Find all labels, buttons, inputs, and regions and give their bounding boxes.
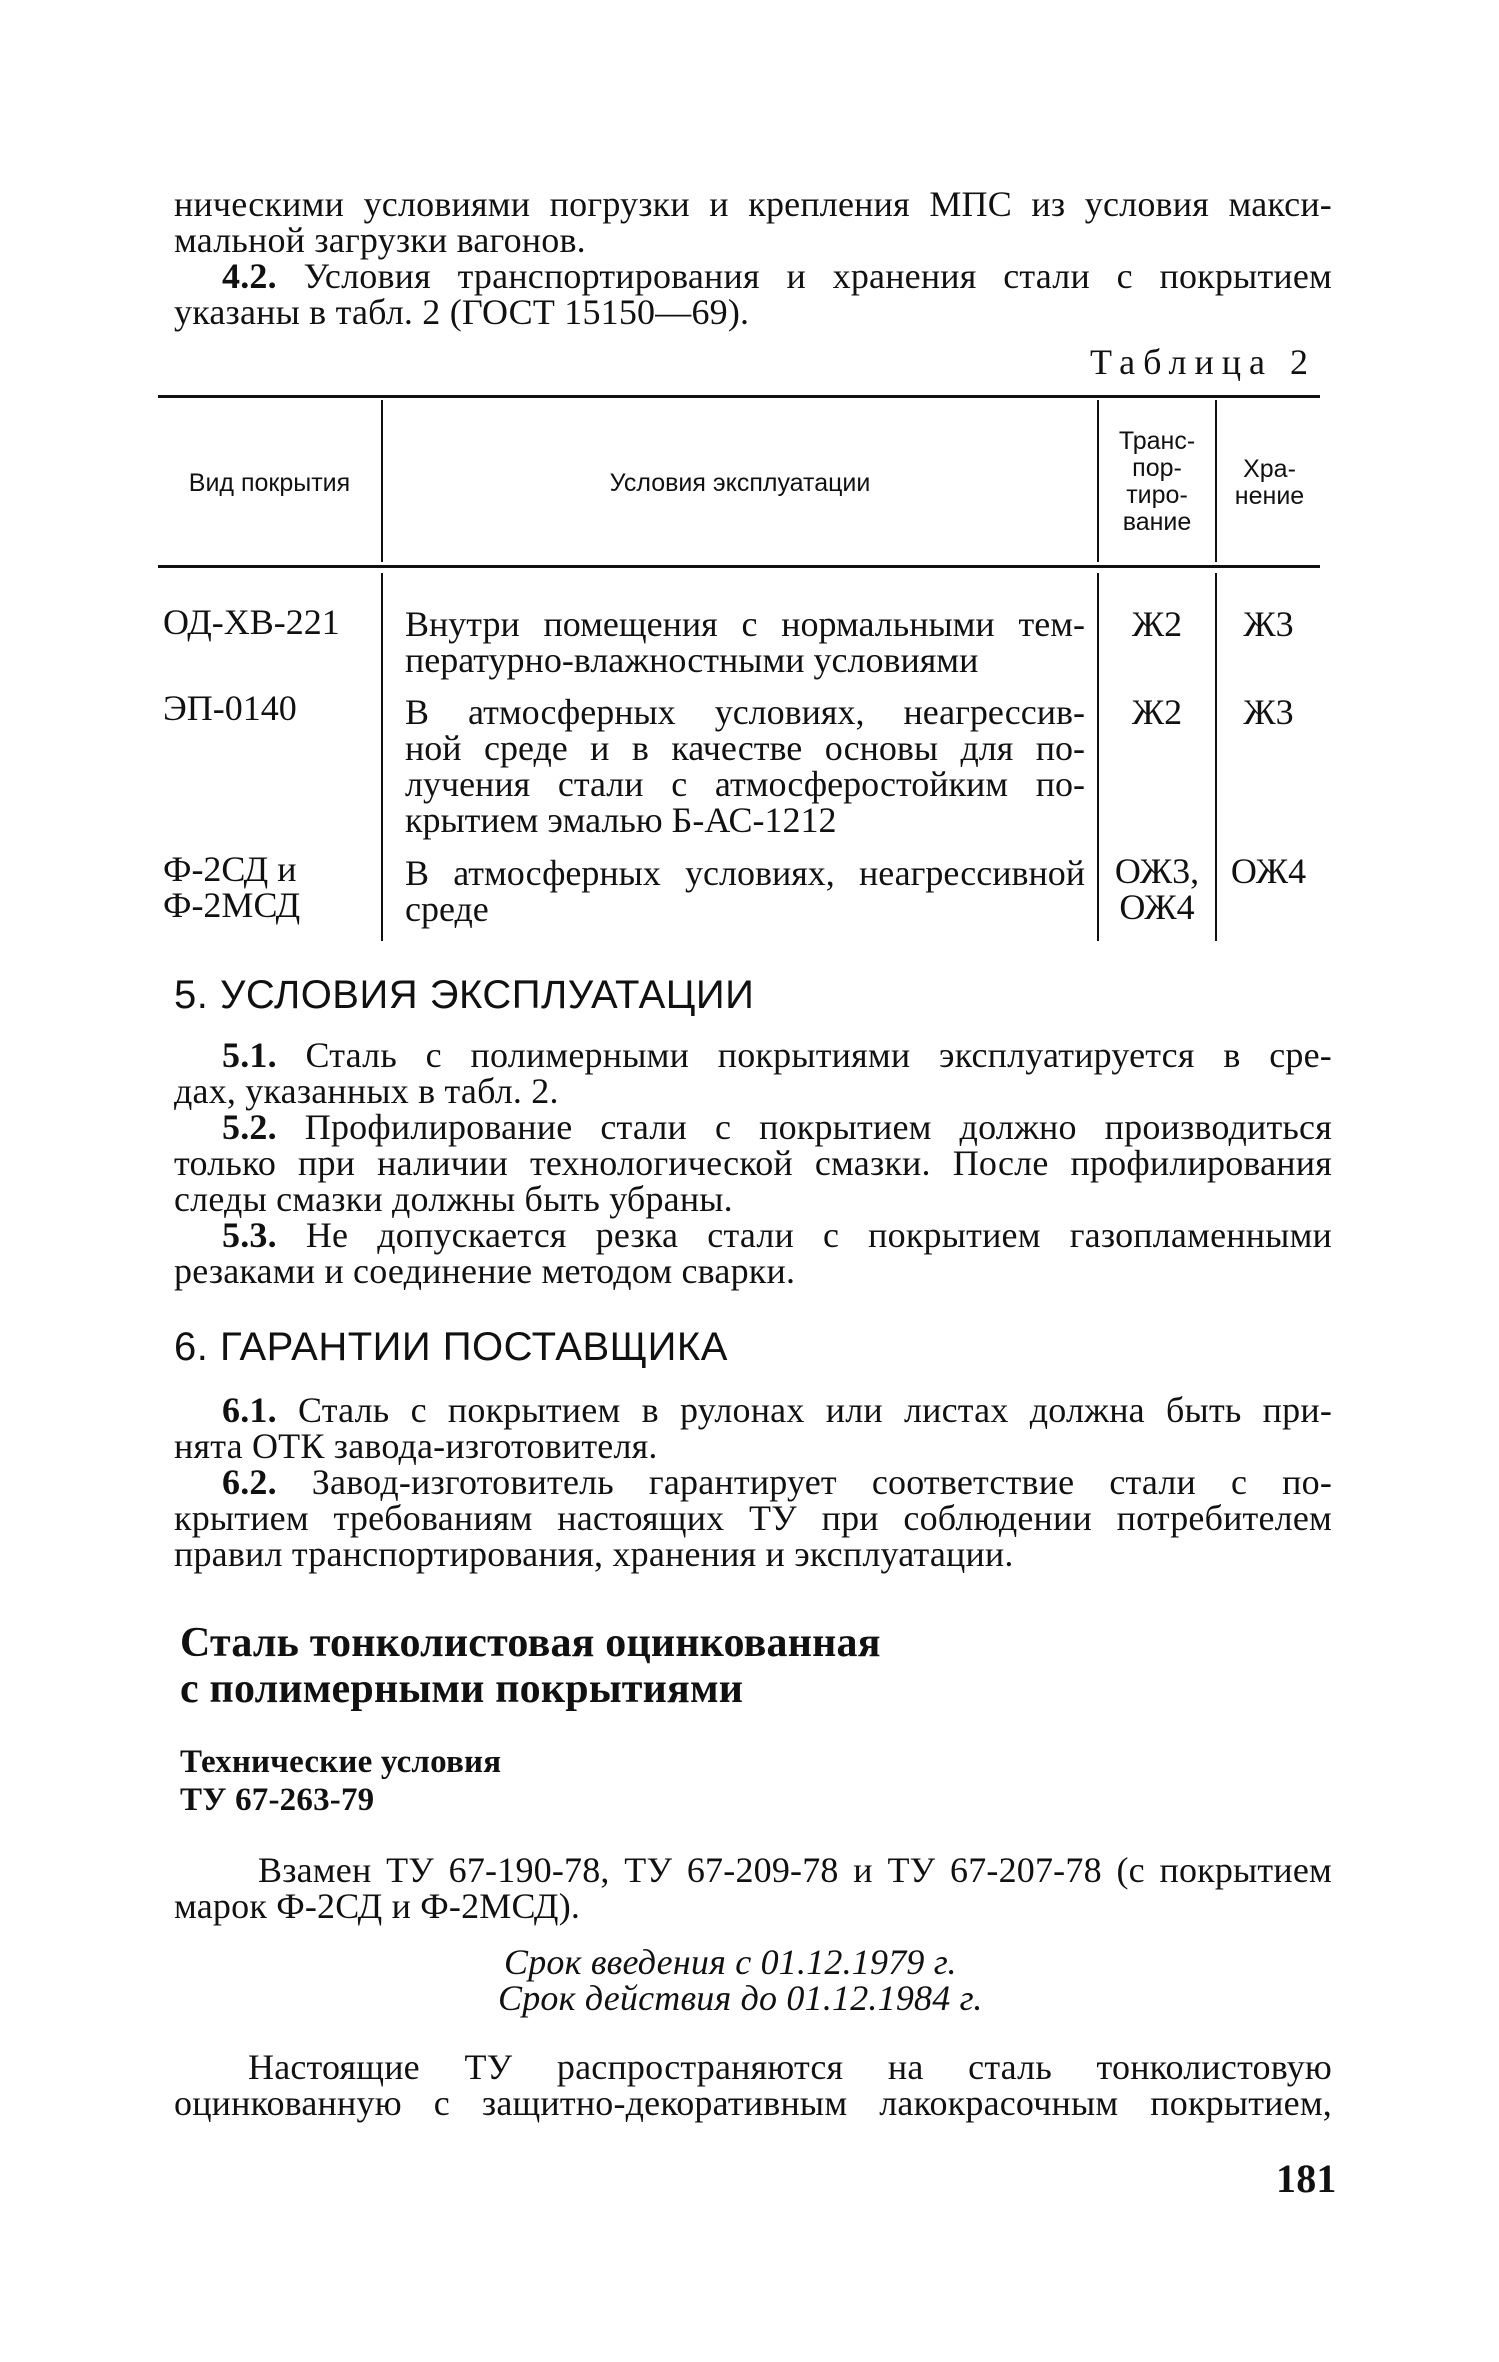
paragraph-5-1-line-1 [222, 1037, 1332, 1074]
table-row-2-transport: Ж2 [1131, 692, 1183, 732]
table-row-3-storage: ОЖ4 [1230, 851, 1307, 891]
table-header-rule [158, 565, 1320, 568]
document-title-line-2: с полимерными покрытиями [180, 1666, 744, 1712]
paragraph-6-1-line-2: нята ОТК завода-изготовителя. [174, 1426, 658, 1466]
paragraph-5-3-line-1 [222, 1217, 1332, 1254]
paragraph-4-2-number: 4.2. [222, 256, 277, 296]
document-subtitle-code: ТУ 67-263-79 [180, 1782, 375, 1818]
intro-line-1: ническими условиями погрузки и крепления МПС из условия макси- [174, 184, 1332, 224]
table-row-3-coating-line: Ф-2МСД [163, 885, 301, 925]
paragraph-6-2-line-3: правил транспортирования, хранения и эксплуатации. [174, 1534, 1014, 1574]
table-row-2-conditions-line: ной среде и в качестве основы для по- [405, 728, 1085, 768]
validity-date: Срок действия до 01.12.1984 г. [498, 1978, 983, 2018]
table-row-3-transport-line: ОЖ4 [1119, 887, 1195, 927]
replaces-line-2: марок Ф-2СД и Ф-2МСД). [174, 1886, 581, 1926]
table-row-1-coating: ОД-ХВ-221 [163, 602, 340, 642]
table-row-3-coating-line: Ф-2СД и [163, 849, 297, 889]
paragraph-4-2-line-2: указаны в табл. 2 (ГОСТ 15150—69). [174, 292, 750, 332]
table-row-2-conditions-line: В атмосферных условиях, неагрессив- [405, 692, 1085, 732]
document-title-line-1: Сталь тонколистовая оцинкованная [180, 1620, 881, 1666]
header-transport [1099, 428, 1215, 536]
header-storage-line: Хра- [1243, 455, 1296, 483]
paragraph-5-2-text: Профилирование стали с покрытием должно производиться [304, 1107, 1332, 1147]
table-row-1-transport: Ж2 [1131, 604, 1183, 644]
section-6-heading: 6. ГАРАНТИИ ПОСТАВЩИКА [174, 1325, 728, 1369]
paragraph-5-3-number: 5.3. [222, 1215, 277, 1255]
header-conditions: Условия эксплуатации [609, 469, 871, 497]
header-transport-line: вание [1122, 508, 1192, 536]
document-subtitle-line-1: Технические условия [180, 1744, 502, 1780]
header-storage [1217, 456, 1322, 510]
paragraph-4-2-text: Условия транспортирования и хранения стали с покрытием [303, 256, 1332, 296]
paragraph-6-1-number: 6.1. [222, 1390, 277, 1430]
paragraph-5-2-line-2: только при наличии технологической смазки. После профилирования [174, 1143, 1332, 1183]
paragraph-5-3-text: Не допускается резка стали с покрытием газопламенными [305, 1215, 1333, 1255]
table-row-3-conditions-line: среде [405, 889, 489, 929]
table-row-1-conditions-line: пературно-влажностными условиями [405, 640, 979, 680]
table-row-3-conditions-line: В атмосферных условиях, неагрессивной [405, 853, 1085, 893]
paragraph-5-3-line-2: резаками и соединение методом сварки. [174, 1251, 796, 1291]
table-row-2-storage: Ж3 [1243, 692, 1294, 732]
table-row-2-conditions-line: крытием эмалью Б-АС-1212 [405, 800, 837, 840]
scope-line-2: оцинкованную с защитно-декоративным лакокрасочным покрытием, [174, 2083, 1332, 2123]
table-row-2-conditions-line: лучения стали с атмосферостойким по- [405, 764, 1085, 804]
paragraph-6-2-number: 6.2. [222, 1462, 277, 1502]
header-coating-type: Вид покрытия [188, 469, 351, 497]
paragraph-6-1-text: Сталь с покрытием в рулонах или листах должна быть при- [298, 1390, 1333, 1430]
table-row-2-coating: ЭП-0140 [163, 688, 297, 728]
table-row-1-conditions-line: Внутри помещения с нормальными тем- [405, 604, 1085, 644]
paragraph-6-2-line-2: крытием требованиям настоящих ТУ при соблюдении потребителем [174, 1498, 1332, 1538]
intro-line-2: мальной загрузки вагонов. [174, 220, 586, 260]
paragraph-5-1-text: Сталь с полимерными покрытиями эксплуатируется в сре- [305, 1035, 1332, 1075]
paragraph-5-1-number: 5.1. [222, 1035, 277, 1075]
table-row-1-storage: Ж3 [1243, 604, 1294, 644]
scope-line-1: Настоящие ТУ распространяются на сталь тонколистовую [248, 2047, 1332, 2087]
header-transport-line: тиро- [1126, 481, 1188, 509]
table-row-3-transport-line: ОЖ3, [1114, 851, 1200, 891]
header-transport-line: Транс- [1118, 427, 1196, 455]
paragraph-5-2-number: 5.2. [222, 1107, 277, 1147]
introduction-date: Срок введения с 01.12.1979 г. [504, 1942, 957, 1982]
table-top-rule [158, 395, 1320, 398]
paragraph-5-1-line-2: дах, указанных в табл. 2. [174, 1071, 559, 1111]
paragraph-5-2-line-1 [222, 1109, 1332, 1146]
header-transport-line: пор- [1132, 454, 1182, 482]
paragraph-5-2-line-3: следы смазки должны быть убраны. [174, 1179, 733, 1219]
paragraph-6-2-line-1 [222, 1464, 1332, 1501]
section-5-heading: 5. УСЛОВИЯ ЭКСПЛУАТАЦИИ [174, 973, 755, 1017]
paragraph-6-1-line-1 [222, 1392, 1332, 1429]
paragraph-6-2-text: Завод-изготовитель гарантирует соответствие стали с по- [311, 1462, 1333, 1502]
replaces-line-1: Взамен ТУ 67-190-78, ТУ 67-209-78 и ТУ 67-207-78 (с покрытием [258, 1850, 1332, 1890]
header-storage-line: нение [1234, 482, 1305, 510]
table-body-divider-1 [381, 573, 383, 941]
table-caption: Таблица 2 [1090, 342, 1316, 382]
page-number: 181 [1276, 2156, 1337, 2201]
paragraph-4-2-line-1 [222, 258, 1332, 295]
